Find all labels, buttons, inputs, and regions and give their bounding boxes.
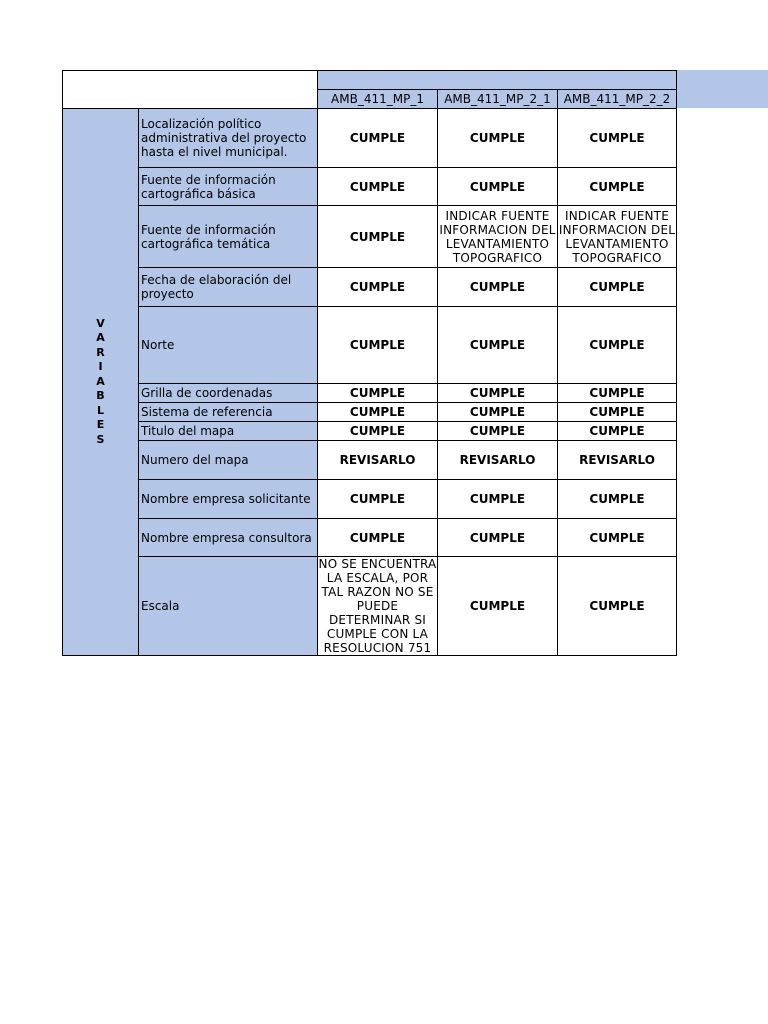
status-cell: CUMPLE (318, 206, 438, 268)
variable-name: Fuente de información cartográfica básica (139, 168, 318, 206)
variable-name: Fecha de elaboración del proyecto (139, 268, 318, 307)
status-cell: CUMPLE (318, 109, 438, 168)
variable-name: Norte (139, 307, 318, 384)
variable-name: Titulo del mapa (139, 422, 318, 441)
group-letter: R (96, 345, 105, 359)
status-cell: CUMPLE (558, 109, 677, 168)
status-cell: CUMPLE (558, 403, 677, 422)
status-cell: CUMPLE (318, 403, 438, 422)
status-cell: CUMPLE (438, 168, 558, 206)
blank-header-cell (63, 71, 318, 109)
variable-name: Localización político administrativa del proyecto hasta el nivel municipal. (139, 109, 318, 168)
group-letter: S (96, 432, 105, 446)
status-cell: CUMPLE (558, 480, 677, 519)
map-verification-table (62, 70, 677, 656)
status-cell: CUMPLE (558, 422, 677, 441)
status-cell: CUMPLE (558, 519, 677, 557)
group-letter: V (96, 316, 105, 330)
status-cell: REVISARLO (318, 441, 438, 480)
group-letter: L (96, 403, 104, 417)
status-cell: CUMPLE (558, 168, 677, 206)
status-cell: CUMPLE (318, 422, 438, 441)
group-letter: B (96, 389, 105, 403)
status-cell: REVISARLO (438, 441, 558, 480)
column-header-2: AMB_411_MP_2_1 (438, 90, 558, 109)
status-cell: CUMPLE (438, 557, 558, 656)
status-cell: CUMPLE (558, 384, 677, 403)
variable-name: Grilla de coordenadas (139, 384, 318, 403)
group-letter: I (98, 360, 103, 374)
variable-name: Nombre empresa consultora (139, 519, 318, 557)
status-cell: CUMPLE (438, 480, 558, 519)
variables-group-label (63, 109, 139, 656)
status-cell: CUMPLE (318, 307, 438, 384)
status-cell: CUMPLE (438, 307, 558, 384)
status-note-cell: NO SE ENCUENTRA LA ESCALA, POR TAL RAZON NO SE PUEDE DETERMINAR SI CUMPLE CON LA RESOLUCION 751 (318, 557, 437, 655)
status-cell: CUMPLE (438, 422, 558, 441)
status-cell: CUMPLE (558, 268, 677, 307)
status-cell: CUMPLE (318, 480, 438, 519)
header-top-band (318, 71, 677, 90)
group-letter: A (96, 331, 105, 345)
status-cell: CUMPLE (318, 519, 438, 557)
status-cell: CUMPLE (438, 403, 558, 422)
group-letter: A (96, 374, 105, 388)
variable-name: Escala (139, 557, 318, 656)
status-cell: CUMPLE (438, 384, 558, 403)
status-cell: CUMPLE (438, 268, 558, 307)
status-cell: CUMPLE (438, 519, 558, 557)
status-note-cell: INDICAR FUENTE INFORMACION DEL LEVANTAMIENTO TOPOGRAFICO (438, 206, 558, 268)
status-cell: CUMPLE (318, 384, 438, 403)
column-header-3: AMB_411_MP_2_2 (558, 90, 677, 109)
variable-name: Fuente de información cartográfica temática (139, 206, 318, 268)
variable-name: Numero del mapa (139, 441, 318, 480)
status-cell: CUMPLE (318, 168, 438, 206)
status-cell: CUMPLE (438, 109, 558, 168)
status-cell: REVISARLO (558, 441, 677, 480)
column-header-1: AMB_411_MP_1 (318, 90, 438, 109)
variable-name: Nombre empresa solicitante (139, 480, 318, 519)
group-letter: E (96, 418, 105, 432)
status-cell: CUMPLE (558, 307, 677, 384)
variable-name: Sistema de referencia (139, 403, 318, 422)
status-cell: CUMPLE (318, 268, 438, 307)
status-cell: CUMPLE (558, 557, 677, 656)
status-note-cell: INDICAR FUENTE INFORMACION DEL LEVANTAMIENTO TOPOGRAFICO (558, 206, 677, 268)
